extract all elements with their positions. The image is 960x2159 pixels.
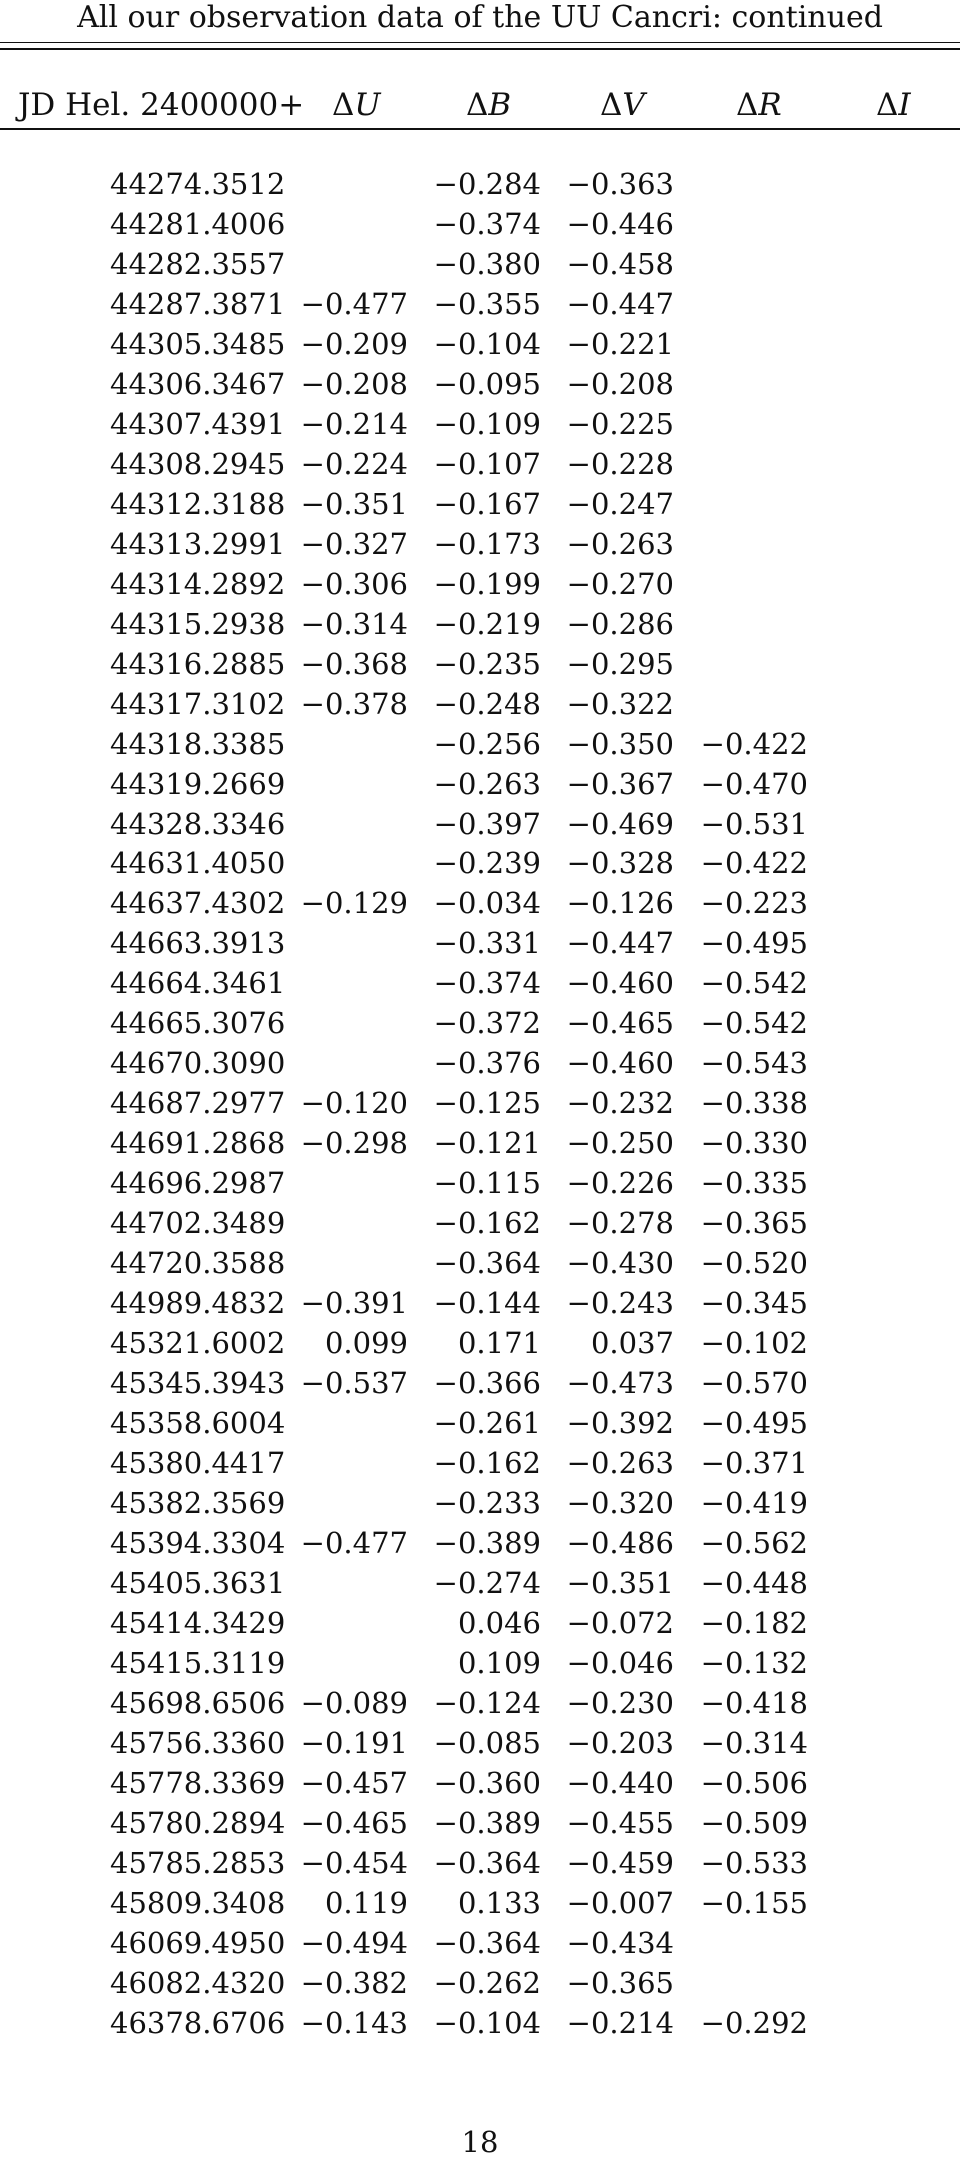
delta-v-cell: −0.203 — [566, 1725, 674, 1760]
delta-v-cell: −0.247 — [566, 486, 674, 521]
delta-v-cell: −0.270 — [566, 566, 674, 601]
table-row — [0, 1683, 960, 1723]
delta-v-cell: −0.447 — [566, 926, 674, 961]
delta-b-cell: −0.109 — [433, 406, 541, 441]
delta-b-cell: −0.389 — [433, 1525, 541, 1560]
jd-cell: 44687.2977 — [110, 1086, 286, 1121]
table-row — [0, 644, 960, 684]
delta-r-cell: −0.292 — [700, 2005, 808, 2040]
header-top-rule — [0, 42, 960, 43]
delta-v-cell: −0.434 — [566, 1925, 674, 1960]
jd-cell: 45778.3369 — [110, 1765, 286, 1800]
delta-b-cell: −0.167 — [433, 486, 541, 521]
table-row — [0, 1603, 960, 1643]
jd-cell: 45358.6004 — [110, 1406, 286, 1441]
delta-u-cell: −0.129 — [300, 886, 408, 921]
delta-b-cell: −0.085 — [433, 1725, 541, 1760]
delta-b-cell: −0.380 — [433, 246, 541, 281]
table-row — [0, 524, 960, 564]
table-row — [0, 164, 960, 204]
delta-v-cell: −0.221 — [566, 326, 674, 361]
table-row — [0, 1763, 960, 1803]
delta-r-cell: −0.338 — [700, 1086, 808, 1121]
delta-u-cell: −0.224 — [300, 446, 408, 481]
jd-cell: 44307.4391 — [110, 406, 286, 441]
column-header-delta-b — [466, 86, 511, 124]
delta-r-cell: −0.570 — [700, 1366, 808, 1401]
delta-b-cell: −0.248 — [433, 686, 541, 721]
table-row — [0, 1803, 960, 1843]
delta-b-cell: −0.199 — [433, 566, 541, 601]
delta-b-cell: −0.364 — [433, 1925, 541, 1960]
delta-v-cell: −0.473 — [566, 1366, 674, 1401]
delta-v-cell: −0.447 — [566, 286, 674, 321]
jd-cell: 44312.3188 — [110, 486, 286, 521]
table-row — [0, 923, 960, 963]
table-row — [0, 1203, 960, 1243]
table-row — [0, 764, 960, 804]
delta-v-cell: −0.232 — [566, 1086, 674, 1121]
delta-v-cell: −0.363 — [566, 167, 674, 201]
column-header-delta-v — [600, 86, 645, 124]
delta-r-cell: −0.542 — [700, 966, 808, 1001]
delta-r-cell: −0.533 — [700, 1845, 808, 1880]
delta-symbol: Δ — [332, 87, 355, 123]
jd-cell: 44631.4050 — [110, 846, 286, 881]
band-letter: V — [622, 87, 645, 123]
delta-b-cell: −0.121 — [433, 1126, 541, 1161]
jd-cell: 44318.3385 — [110, 726, 286, 761]
delta-v-cell: −0.295 — [566, 646, 674, 681]
delta-r-cell: −0.448 — [700, 1565, 808, 1600]
table-row — [0, 1043, 960, 1083]
delta-b-cell: −0.364 — [433, 1246, 541, 1281]
table-body — [0, 164, 960, 2043]
delta-u-cell: −0.391 — [300, 1286, 408, 1321]
delta-v-cell: −0.459 — [566, 1845, 674, 1880]
delta-v-cell: −0.469 — [566, 806, 674, 841]
delta-b-cell: −0.034 — [433, 886, 541, 921]
delta-v-cell: −0.263 — [566, 526, 674, 561]
delta-r-cell: −0.542 — [700, 1006, 808, 1041]
delta-b-cell: 0.046 — [457, 1605, 541, 1640]
delta-b-cell: −0.095 — [433, 366, 541, 401]
jd-cell: 45380.4417 — [110, 1446, 286, 1480]
table-row — [0, 1163, 960, 1203]
delta-b-cell: −0.397 — [433, 806, 541, 841]
delta-u-cell: −0.465 — [300, 1805, 408, 1840]
delta-r-cell: −0.335 — [700, 1166, 808, 1201]
delta-b-cell: −0.284 — [433, 167, 541, 201]
jd-cell: 45414.3429 — [110, 1605, 286, 1640]
delta-v-cell: −0.460 — [566, 966, 674, 1001]
delta-b-cell: −0.355 — [433, 286, 541, 321]
delta-b-cell: −0.360 — [433, 1765, 541, 1800]
delta-v-cell: −0.286 — [566, 606, 674, 641]
jd-cell: 44281.4006 — [110, 206, 286, 241]
delta-v-cell: −0.214 — [566, 2005, 674, 2040]
delta-v-cell: −0.446 — [566, 206, 674, 241]
jd-cell: 44282.3557 — [110, 246, 286, 281]
band-letter: I — [898, 87, 911, 123]
table-row — [0, 1563, 960, 1603]
table-row — [0, 1483, 960, 1523]
delta-u-cell: −0.351 — [300, 486, 408, 521]
delta-r-cell: −0.495 — [700, 1406, 808, 1441]
jd-cell: 44319.2669 — [110, 766, 286, 801]
delta-v-cell: −0.455 — [566, 1805, 674, 1840]
table-row — [0, 204, 960, 244]
delta-r-cell: −0.520 — [700, 1246, 808, 1281]
delta-u-cell: −0.191 — [300, 1725, 408, 1760]
table-row — [0, 364, 960, 404]
jd-cell: 44702.3489 — [110, 1206, 286, 1241]
delta-v-cell: −0.328 — [566, 846, 674, 881]
delta-symbol: Δ — [876, 87, 899, 123]
delta-b-cell: −0.235 — [433, 646, 541, 681]
delta-u-cell: −0.382 — [300, 1965, 408, 2000]
jd-cell: 45698.6506 — [110, 1685, 286, 1720]
delta-u-cell: −0.209 — [300, 326, 408, 361]
delta-v-cell: −0.278 — [566, 1206, 674, 1241]
delta-b-cell: −0.366 — [433, 1366, 541, 1401]
delta-v-cell: −0.486 — [566, 1525, 674, 1560]
delta-r-cell: −0.422 — [700, 726, 808, 761]
jd-cell: 44691.2868 — [110, 1126, 286, 1161]
table-row — [0, 724, 960, 764]
table-row — [0, 1523, 960, 1563]
table-row — [0, 1003, 960, 1043]
table-row — [0, 244, 960, 284]
jd-cell: 44315.2938 — [110, 606, 286, 641]
delta-b-cell: −0.364 — [433, 1845, 541, 1880]
delta-v-cell: −0.367 — [566, 766, 674, 801]
table-row — [0, 1323, 960, 1363]
delta-r-cell: −0.509 — [700, 1805, 808, 1840]
delta-r-cell: −0.422 — [700, 846, 808, 881]
delta-v-cell: −0.228 — [566, 446, 674, 481]
jd-cell: 44317.3102 — [110, 686, 286, 721]
column-header-delta-u — [332, 86, 381, 124]
delta-v-cell: 0.037 — [590, 1326, 674, 1361]
delta-r-cell: −0.562 — [700, 1525, 808, 1560]
delta-u-cell: −0.208 — [300, 366, 408, 401]
delta-b-cell: −0.372 — [433, 1006, 541, 1041]
delta-v-cell: −0.225 — [566, 406, 674, 441]
band-letter: R — [758, 87, 782, 123]
jd-cell: 44670.3090 — [110, 1046, 286, 1081]
header-top-rule-double — [0, 48, 960, 50]
delta-b-cell: −0.374 — [433, 206, 541, 241]
delta-b-cell: −0.274 — [433, 1565, 541, 1600]
delta-u-cell: −0.494 — [300, 1925, 408, 1960]
delta-v-cell: −0.392 — [566, 1406, 674, 1441]
delta-symbol: Δ — [600, 87, 623, 123]
table-row — [0, 1083, 960, 1123]
delta-u-cell: −0.327 — [300, 526, 408, 561]
delta-v-cell: −0.320 — [566, 1485, 674, 1520]
delta-r-cell: −0.495 — [700, 926, 808, 961]
table-row — [0, 1723, 960, 1763]
delta-b-cell: −0.125 — [433, 1086, 541, 1121]
delta-v-cell: −0.230 — [566, 1685, 674, 1720]
delta-r-cell: −0.470 — [700, 766, 808, 801]
delta-v-cell: −0.430 — [566, 1246, 674, 1281]
table-row — [0, 484, 960, 524]
jd-cell: 44306.3467 — [110, 366, 286, 401]
jd-cell: 44665.3076 — [110, 1006, 286, 1041]
delta-u-cell: −0.477 — [300, 1525, 408, 1560]
band-letter: B — [488, 87, 512, 123]
delta-symbol: Δ — [466, 87, 489, 123]
table-row — [0, 1643, 960, 1683]
table-row — [0, 564, 960, 604]
delta-v-cell: −0.007 — [566, 1885, 674, 1920]
table-row — [0, 444, 960, 484]
delta-v-cell: −0.350 — [566, 726, 674, 761]
delta-v-cell: −0.465 — [566, 1006, 674, 1041]
delta-u-cell: −0.298 — [300, 1126, 408, 1161]
delta-r-cell: −0.345 — [700, 1286, 808, 1321]
delta-b-cell: −0.261 — [433, 1406, 541, 1441]
table-row — [0, 1363, 960, 1403]
jd-cell: 46069.4950 — [110, 1925, 286, 1960]
jd-cell: 44305.3485 — [110, 326, 286, 361]
column-header-delta-r — [736, 86, 782, 124]
delta-u-cell: −0.143 — [300, 2005, 408, 2040]
column-header-delta-i — [876, 86, 911, 124]
table-row — [0, 1403, 960, 1443]
delta-r-cell: −0.132 — [700, 1645, 808, 1680]
jd-cell: 44314.2892 — [110, 566, 286, 601]
jd-cell: 44308.2945 — [110, 446, 286, 481]
band-letter: U — [354, 87, 381, 123]
jd-cell: 45321.6002 — [110, 1326, 286, 1361]
delta-b-cell: −0.374 — [433, 966, 541, 1001]
delta-u-cell: −0.457 — [300, 1765, 408, 1800]
table-row — [0, 1843, 960, 1883]
delta-v-cell: −0.250 — [566, 1126, 674, 1161]
delta-b-cell: −0.263 — [433, 766, 541, 801]
jd-cell: 45415.3119 — [110, 1645, 286, 1680]
delta-b-cell: −0.107 — [433, 446, 541, 481]
delta-symbol: Δ — [736, 87, 759, 123]
delta-v-cell: −0.243 — [566, 1286, 674, 1321]
delta-r-cell: −0.543 — [700, 1046, 808, 1081]
delta-r-cell: −0.419 — [700, 1485, 808, 1520]
jd-cell: 45394.3304 — [110, 1525, 286, 1560]
header-bottom-rule — [0, 128, 960, 130]
jd-cell: 45785.2853 — [110, 1845, 286, 1880]
delta-u-cell: −0.378 — [300, 686, 408, 721]
delta-r-cell: −0.155 — [700, 1885, 808, 1920]
jd-cell: 44313.2991 — [110, 526, 286, 561]
jd-cell: 44274.3512 — [110, 167, 286, 201]
delta-b-cell: −0.104 — [433, 326, 541, 361]
delta-u-cell: −0.368 — [300, 646, 408, 681]
delta-b-cell: −0.162 — [433, 1446, 541, 1480]
jd-cell: 45382.3569 — [110, 1485, 286, 1520]
delta-v-cell: −0.126 — [566, 886, 674, 921]
delta-v-cell: −0.365 — [566, 1965, 674, 2000]
jd-cell: 45756.3360 — [110, 1725, 286, 1760]
table-row — [0, 883, 960, 923]
delta-r-cell: −0.330 — [700, 1126, 808, 1161]
table-row — [0, 1923, 960, 1963]
table-row — [0, 843, 960, 883]
jd-cell: 44989.4832 — [110, 1286, 286, 1321]
table-caption: All our observation data of the UU Cancri: continued — [77, 0, 883, 35]
delta-v-cell: −0.226 — [566, 1166, 674, 1201]
table-row — [0, 804, 960, 844]
delta-r-cell: −0.371 — [700, 1446, 808, 1480]
delta-b-cell: −0.162 — [433, 1206, 541, 1241]
delta-b-cell: −0.389 — [433, 1805, 541, 1840]
delta-b-cell: −0.262 — [433, 1965, 541, 2000]
table-row — [0, 1283, 960, 1323]
delta-b-cell: 0.133 — [457, 1885, 541, 1920]
delta-b-cell: 0.171 — [457, 1326, 541, 1361]
table-row — [0, 1243, 960, 1283]
jd-cell: 44663.3913 — [110, 926, 286, 961]
jd-cell: 45405.3631 — [110, 1565, 286, 1600]
jd-cell: 46082.4320 — [110, 1965, 286, 2000]
delta-u-cell: −0.477 — [300, 286, 408, 321]
delta-v-cell: −0.440 — [566, 1765, 674, 1800]
delta-u-cell: −0.537 — [300, 1366, 408, 1401]
delta-r-cell: −0.223 — [700, 886, 808, 921]
jd-cell: 44696.2987 — [110, 1166, 286, 1201]
delta-r-cell: −0.506 — [700, 1765, 808, 1800]
jd-cell: 44637.4302 — [110, 886, 286, 921]
delta-u-cell: −0.306 — [300, 566, 408, 601]
table-row — [0, 404, 960, 444]
delta-u-cell: −0.454 — [300, 1845, 408, 1880]
delta-v-cell: −0.208 — [566, 366, 674, 401]
table-row — [0, 963, 960, 1003]
jd-cell: 45345.3943 — [110, 1366, 286, 1401]
jd-cell: 45780.2894 — [110, 1805, 286, 1840]
delta-u-cell: −0.089 — [300, 1685, 408, 1720]
delta-b-cell: −0.256 — [433, 726, 541, 761]
delta-r-cell: −0.418 — [700, 1685, 808, 1720]
delta-u-cell: −0.314 — [300, 606, 408, 641]
table-row — [0, 324, 960, 364]
delta-u-cell: −0.120 — [300, 1086, 408, 1121]
delta-b-cell: −0.331 — [433, 926, 541, 961]
delta-b-cell: −0.144 — [433, 1286, 541, 1321]
jd-cell: 44664.3461 — [110, 966, 286, 1001]
delta-v-cell: −0.322 — [566, 686, 674, 721]
delta-v-cell: −0.072 — [566, 1605, 674, 1640]
table-row — [0, 684, 960, 724]
delta-u-cell: −0.214 — [300, 406, 408, 441]
delta-b-cell: −0.239 — [433, 846, 541, 881]
delta-r-cell: −0.314 — [700, 1725, 808, 1760]
table-row — [0, 1883, 960, 1923]
delta-b-cell: −0.124 — [433, 1685, 541, 1720]
page-number: 18 — [461, 2125, 499, 2159]
table-row — [0, 284, 960, 324]
delta-v-cell: −0.263 — [566, 1446, 674, 1480]
delta-r-cell: −0.102 — [700, 1326, 808, 1361]
jd-cell: 44720.3588 — [110, 1246, 286, 1281]
delta-v-cell: −0.351 — [566, 1565, 674, 1600]
delta-b-cell: −0.233 — [433, 1485, 541, 1520]
delta-v-cell: −0.458 — [566, 246, 674, 281]
delta-v-cell: −0.046 — [566, 1645, 674, 1680]
jd-cell: 45809.3408 — [110, 1885, 286, 1920]
jd-cell: 44287.3871 — [110, 286, 286, 321]
table-row — [0, 604, 960, 644]
table-row — [0, 2003, 960, 2043]
delta-v-cell: −0.460 — [566, 1046, 674, 1081]
delta-b-cell: −0.173 — [433, 526, 541, 561]
delta-b-cell: −0.115 — [433, 1166, 541, 1201]
table-row — [0, 1123, 960, 1163]
table-row — [0, 1443, 960, 1483]
delta-b-cell: 0.109 — [457, 1645, 541, 1680]
delta-r-cell: −0.182 — [700, 1605, 808, 1640]
jd-cell: 46378.6706 — [110, 2005, 286, 2040]
column-header-jd: JD Hel. 2400000+ — [18, 87, 305, 123]
delta-b-cell: −0.219 — [433, 606, 541, 641]
delta-b-cell: −0.376 — [433, 1046, 541, 1081]
delta-u-cell: 0.119 — [324, 1885, 408, 1920]
delta-r-cell: −0.365 — [700, 1206, 808, 1241]
delta-r-cell: −0.531 — [700, 806, 808, 841]
delta-u-cell: 0.099 — [324, 1326, 408, 1361]
delta-b-cell: −0.104 — [433, 2005, 541, 2040]
jd-cell: 44328.3346 — [110, 806, 286, 841]
jd-cell: 44316.2885 — [110, 646, 286, 681]
table-row — [0, 1963, 960, 2003]
